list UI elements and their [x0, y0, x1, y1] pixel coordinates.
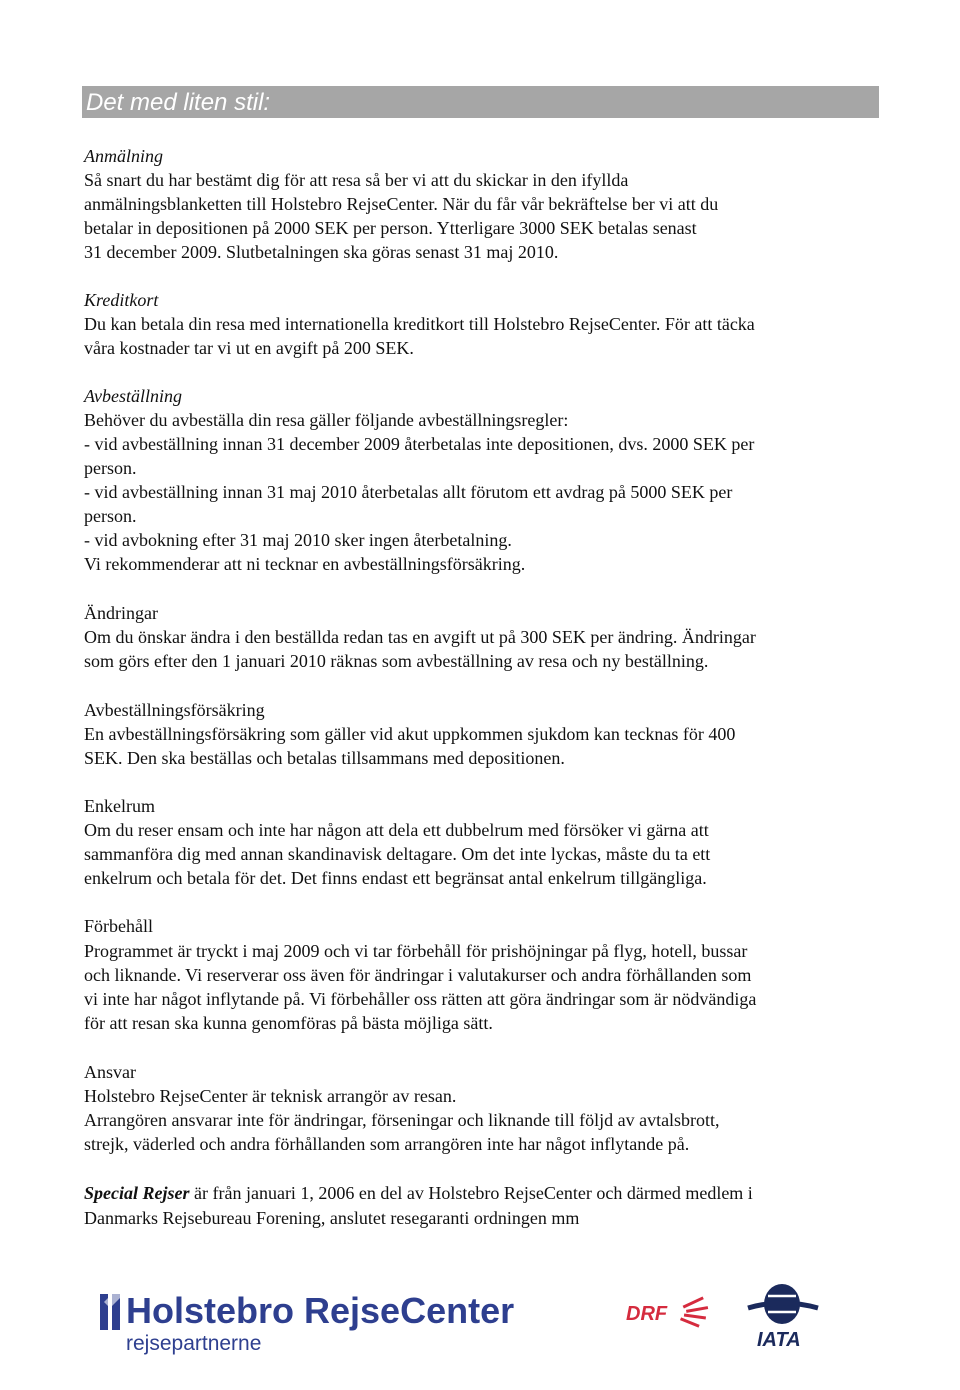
paragraph-line: 31 december 2009. Slutbetalningen ska göras senast 31 maj 2010.: [84, 242, 559, 262]
paragraph-line: Behöver du avbeställa din resa gäller följande avbeställningsregler:: [84, 410, 569, 430]
paragraph-line: - vid avbeställning innan 31 maj 2010 återbetalas allt förutom ett avdrag på 5000 SEK per: [84, 482, 733, 502]
footer-note-text: är från januari 1, 2006 en del av Holstebro RejseCenter och därmed medlem i: [189, 1183, 753, 1203]
paragraph-line: betalar in depositionen på 2000 SEK per person. Ytterligare 3000 SEK betalas senast: [84, 218, 697, 238]
paragraph-line: Holstebro RejseCenter är teknisk arrangör av resan.: [84, 1086, 457, 1106]
footer-note-line: [84, 1181, 753, 1205]
heading-anmalning: Anmälning: [84, 146, 163, 166]
paragraph-line: som görs efter den 1 januari 2010 räknas som avbeställning av resa och ny beställning.: [84, 651, 709, 671]
paragraph-line: anmälningsblanketten till Holstebro RejseCenter. När du får vår bekräftelse ber vi att du: [84, 194, 719, 214]
paragraph-line: Om du önskar ändra i den beställda redan tas en avgift ut på 300 SEK per ändring. Ändringar: [84, 627, 756, 647]
drf-wordmark: DRF: [626, 1303, 668, 1325]
paragraph-line: - vid avbeställning innan 31 december 2009 återbetalas inte depositionen, dvs. 2000 SEK per: [84, 434, 755, 454]
paragraph-line: våra kostnader tar vi ut en avgift på 200 SEK.: [84, 338, 414, 358]
holstebro-tagline: rejsepartnerne: [126, 1332, 262, 1355]
paragraph-line: Danmarks Rejsebureau Forening, anslutet resegaranti ordningen mm: [84, 1208, 580, 1228]
drf-swoosh-marks: [680, 1296, 708, 1327]
paragraph-line: Du kan betala din resa med internationella kreditkort till Holstebro RejseCenter. För att täcka: [84, 314, 755, 334]
paragraph-line: Vi rekommenderar att ni tecknar en avbeställningsförsäkring.: [84, 554, 526, 574]
paragraph-line: strejk, väderled och andra förhållanden som arrangören inte har något inflytande på.: [84, 1134, 690, 1154]
heading-ansvar: Ansvar: [84, 1062, 136, 1082]
paragraph-line: enkelrum och betala för det. Det finns endast ett begränsat antal enkelrum tillgängliga.: [84, 868, 707, 888]
holstebro-name: Holstebro RejseCenter: [126, 1290, 515, 1331]
paragraph-line: sammanföra dig med annan skandinavisk deltagare. Om det inte lyckas, måste du ta ett: [84, 844, 711, 864]
heading-enkelrum: Enkelrum: [84, 796, 155, 816]
paragraph-line: Om du reser ensam och inte har någon att dela ett dubbelrum med försöker vi gärna att: [84, 820, 709, 840]
page-title: Det med liten stil:: [86, 89, 271, 116]
paragraph-line: - vid avbokning efter 31 maj 2010 sker ingen återbetalning.: [84, 530, 512, 550]
heading-kreditkort: Kreditkort: [84, 290, 159, 310]
paragraph-line: SEK. Den ska beställas och betalas tillsammans med depositionen.: [84, 748, 565, 768]
heading-forbehall: Förbehåll: [84, 916, 153, 936]
paragraph-line: och liknande. Vi reserverar oss även för ändringar i valutakurser och andra förhållanden som: [84, 965, 752, 985]
paragraph-line: Arrangören ansvarar inte för ändringar, förseningar och liknande till följd av avtalsbrott,: [84, 1110, 720, 1130]
drf-logo: [626, 1296, 708, 1327]
holstebro-rejsecenter-logo: [100, 1290, 514, 1355]
heading-andringar: Ändringar: [84, 603, 158, 623]
paragraph-line: Programmet är tryckt i maj 2009 och vi tar förbehåll för prishöjningar på flyg, hotell, bussar: [84, 941, 748, 961]
heading-avbestallning: Avbeställning: [84, 386, 182, 406]
special-rejser-brand: Special Rejser: [84, 1183, 190, 1203]
paragraph-line: vi inte har något inflytande på. Vi förbehåller oss rätten att göra ändringar som är nödvändiga: [84, 989, 757, 1009]
paragraph-line: Så snart du har bestämt dig för att resa så ber vi att du skickar in den ifyllda: [84, 170, 629, 190]
paragraph-line: En avbeställningsförsäkring som gäller vid akut uppkommen sjukdom kan tecknas för 400: [84, 724, 736, 744]
paragraph-line: person.: [84, 458, 137, 478]
iata-wordmark: IATA: [757, 1329, 801, 1351]
heading-forsakring: Avbeställningsförsäkring: [84, 700, 265, 720]
iata-logo: [748, 1284, 818, 1351]
paragraph-line: för att resan ska kunna genomföras på bästa möjliga sätt.: [84, 1013, 493, 1033]
paragraph-line: person.: [84, 506, 137, 526]
logos-row: [0, 1270, 960, 1360]
